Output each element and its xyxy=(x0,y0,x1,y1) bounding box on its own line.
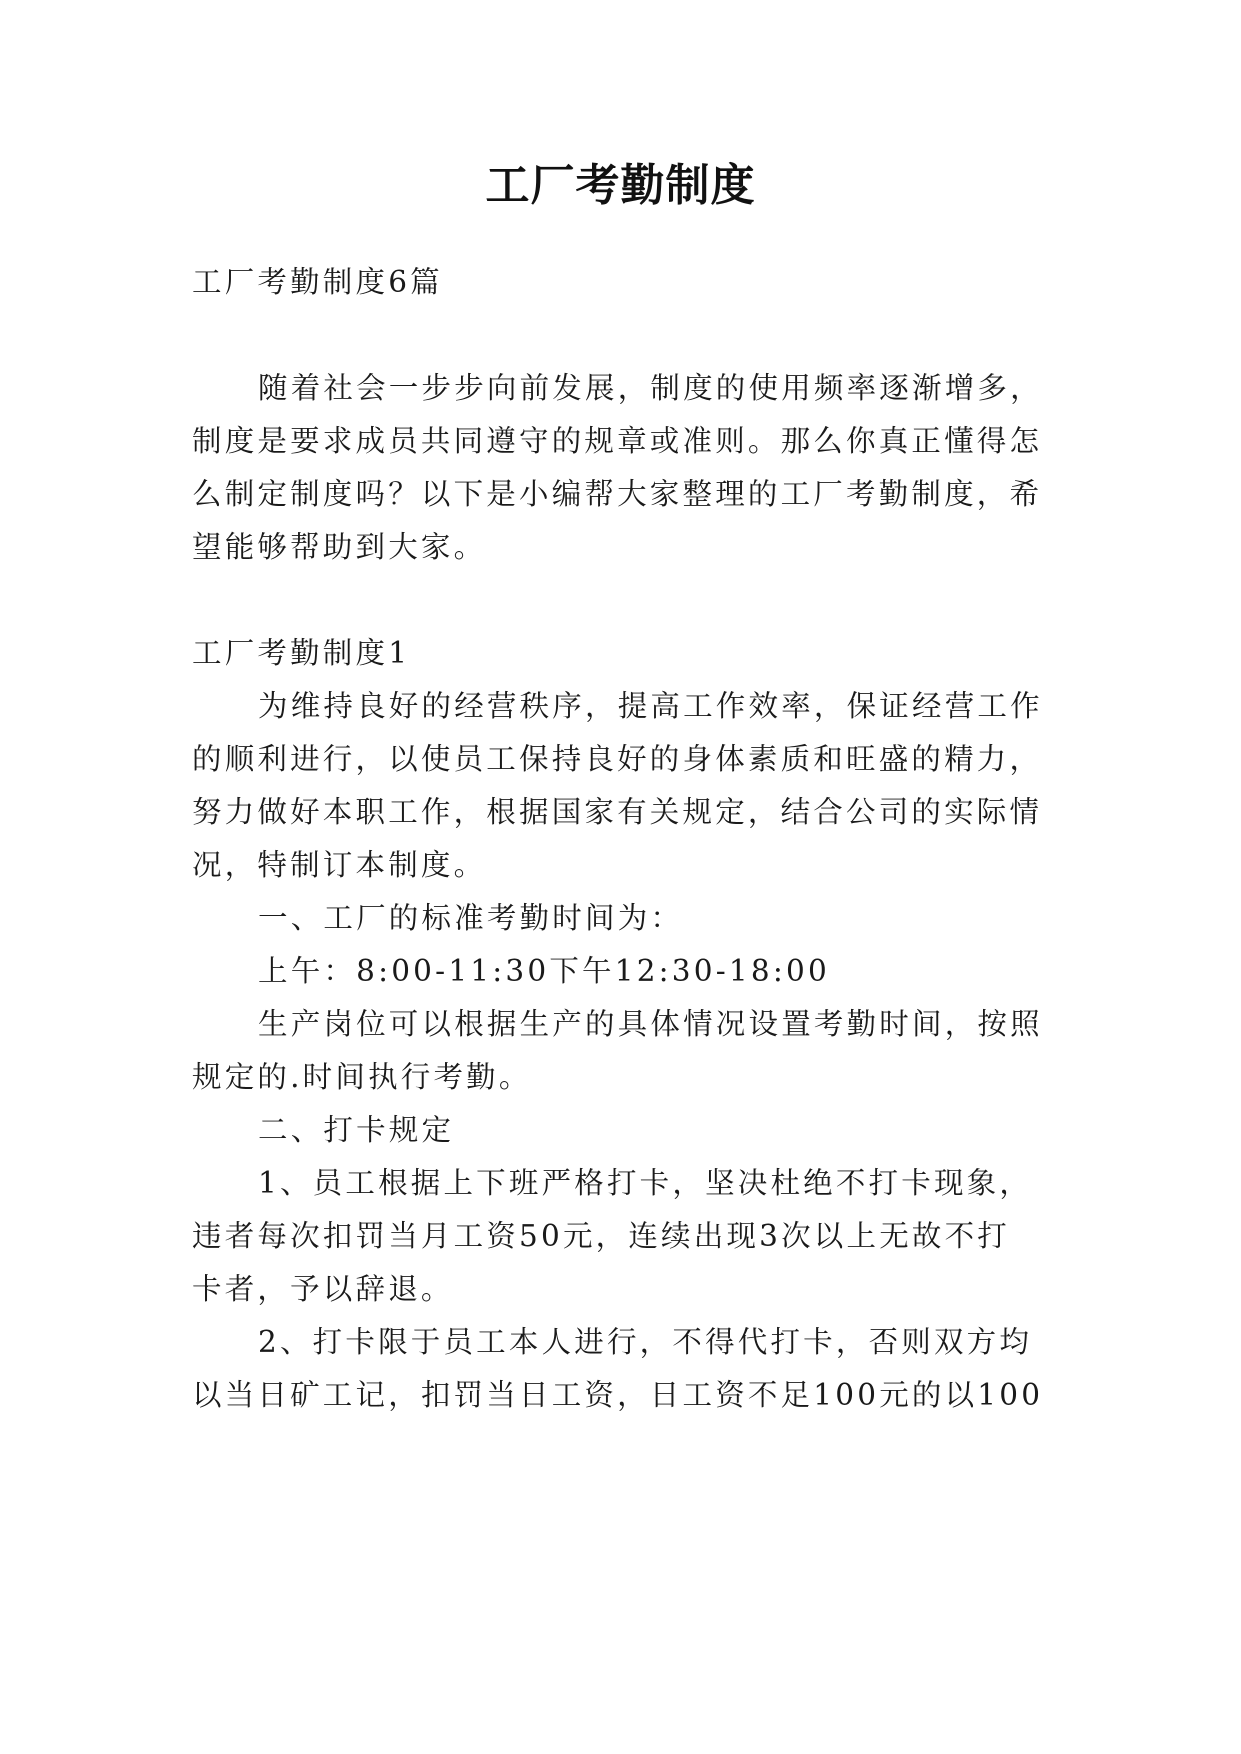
intro-line: 随着社会一步步向前发展，制度的使用频率逐渐增多， xyxy=(258,371,1043,405)
paragraph-line: 况，特制订本制度。 xyxy=(192,848,487,882)
paragraph-line: 规定的.时间执行考勤。 xyxy=(192,1060,532,1094)
rule-line: 以当日矿工记，扣罚当日工资，日工资不足100元的以100 xyxy=(192,1378,1044,1412)
intro-line: 制度是要求成员共同遵守的规章或准则。那么你真正懂得怎 xyxy=(192,424,1043,458)
paragraph-line: 的顺利进行，以使员工保持良好的身体素质和旺盛的精力， xyxy=(192,742,1043,776)
document-title: 工厂考勤制度 xyxy=(485,160,756,211)
intro-line: 么制定制度吗？以下是小编帮大家整理的工厂考勤制度，希 xyxy=(192,477,1043,511)
document-subtitle: 工厂考勤制度6篇 xyxy=(192,265,443,299)
paragraph-line: 为维持良好的经营秩序，提高工作效率，保证经营工作 xyxy=(258,689,1043,723)
intro-line: 望能够帮助到大家。 xyxy=(192,530,487,564)
item-heading: 二、打卡规定 xyxy=(258,1113,455,1147)
rule-line: 1、员工根据上下班严格打卡，坚决杜绝不打卡现象， xyxy=(258,1166,1033,1200)
paragraph-line: 生产岗位可以根据生产的具体情况设置考勤时间，按照 xyxy=(258,1007,1043,1041)
paragraph-line: 努力做好本职工作，根据国家有关规定，结合公司的实际情 xyxy=(192,795,1043,829)
rule-line: 2、打卡限于员工本人进行，不得代打卡，否则双方均 xyxy=(258,1325,1033,1359)
work-hours: 上午：8:00-11:30下午12:30-18:00 xyxy=(258,954,830,988)
item-heading: 一、工厂的标准考勤时间为： xyxy=(258,901,684,935)
section-heading: 工厂考勤制度1 xyxy=(192,636,411,670)
rule-line: 违者每次扣罚当月工资50元，连续出现3次以上无故不打 xyxy=(192,1219,1011,1253)
rule-line: 卡者，予以辞退。 xyxy=(192,1272,454,1306)
